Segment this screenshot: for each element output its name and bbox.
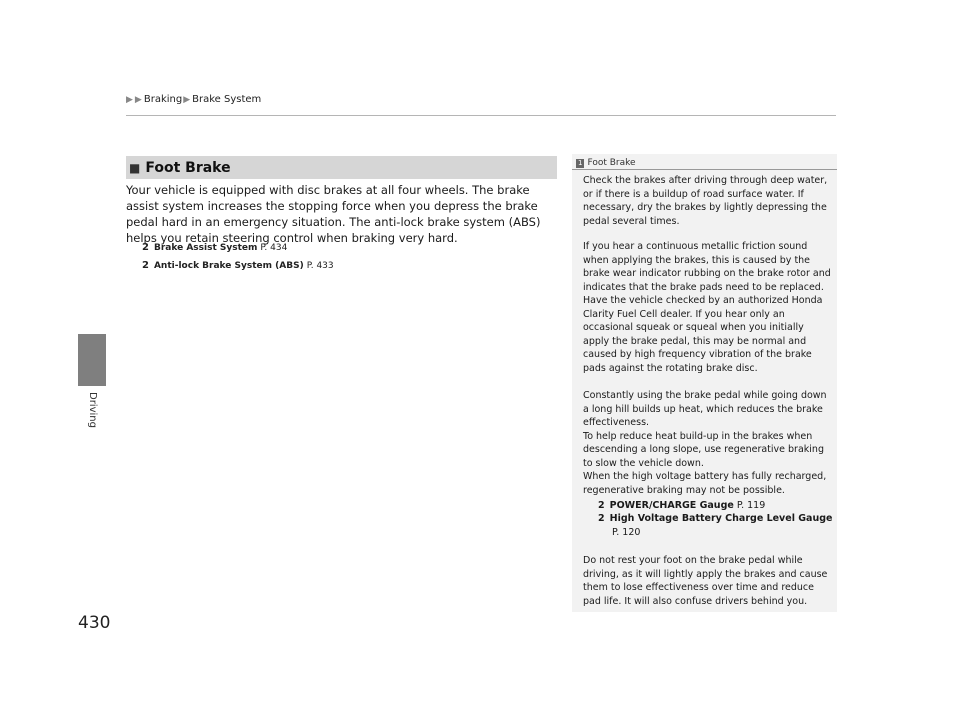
cross-reference[interactable] — [142, 260, 334, 271]
header-divider — [126, 115, 836, 116]
section-title: Foot Brake — [145, 159, 231, 176]
breadcrumb-item-brake-system[interactable]: Brake System — [192, 94, 262, 105]
reference-page: P. 119 — [736, 500, 766, 511]
reference-arrow-icon: 2 — [598, 513, 605, 524]
reference-page: P. 434 — [260, 242, 288, 253]
reference-arrow-icon: 2 — [142, 242, 149, 253]
note-cross-reference[interactable] — [598, 500, 765, 511]
cross-reference[interactable] — [142, 242, 287, 253]
section-heading — [126, 156, 557, 179]
note-paragraph: Constantly using the brake pedal while going down a long hill builds up heat, which reduces the brake effectiveness. To help reduce heat build-up in the brakes when descending a long slope, use regenerative braking to slow the vehicle down. When the high voltage battery has fully recharged, regenerative braking may not be possible. — [583, 390, 827, 496]
triangle-right-icon: ▶ — [183, 94, 191, 105]
reference-label: POWER/CHARGE Gauge — [609, 500, 734, 511]
note-divider — [572, 169, 837, 170]
section-body: Your vehicle is equipped with disc brakes at all four wheels. The brake assist system increases the stopping force when you depress the brake pedal hard in an emergency situation. The anti-lock brake system (ABS) helps you retain steering control when braking very hard. — [126, 183, 541, 245]
note-paragraph: Check the brakes after driving through deep water, or if there is a buildup of road surface water. If necessary, dry the brakes by lightly depressing the pedal several times. — [583, 175, 828, 227]
reference-label: Brake Assist System — [153, 242, 258, 253]
reference-page: P. 433 — [306, 260, 334, 271]
reference-label: High Voltage Battery Charge Level Gauge — [609, 513, 833, 524]
note-paragraph: Do not rest your foot on the brake pedal while driving, as it will lightly apply the brakes and cause them to lose effectiveness over time and reduce pad life. It will also confuse drivers behind you. — [583, 555, 828, 607]
note-number-badge: 1 — [578, 158, 583, 167]
breadcrumb-item-braking[interactable]: Braking — [143, 94, 183, 105]
note-cross-reference-page: P. 120 — [612, 527, 641, 538]
page-number: 430 — [78, 613, 111, 633]
triangle-right-icon: ▶ — [126, 94, 133, 105]
chapter-tab-label: Driving — [87, 392, 98, 428]
reference-arrow-icon: 2 — [142, 260, 149, 271]
note-paragraph: If you hear a continuous metallic friction sound when applying the brakes, this is caused by the brake wear indicator rubbing on the brake rotor and indicates that the brake pads need to be replaced. Have the vehicle checked by an authorized Honda Clarity Fuel Cell dealer. If you hear only an occasional squeak or squeal when you initially apply the brake pedal, this may be normal and caused by high frequency vibration of the brake pads against the rotating brake disc. — [583, 241, 831, 374]
triangle-right-icon: ▶ — [134, 94, 142, 105]
reference-label: Anti-lock Brake System (ABS) — [153, 260, 304, 271]
reference-arrow-icon: 2 — [598, 500, 605, 511]
note-cross-reference[interactable] — [598, 513, 835, 524]
breadcrumb — [126, 94, 261, 105]
chapter-tab — [78, 334, 106, 386]
note-title: Foot Brake — [587, 158, 636, 168]
note-heading — [576, 158, 636, 168]
square-bullet-icon: ■ — [129, 160, 141, 175]
